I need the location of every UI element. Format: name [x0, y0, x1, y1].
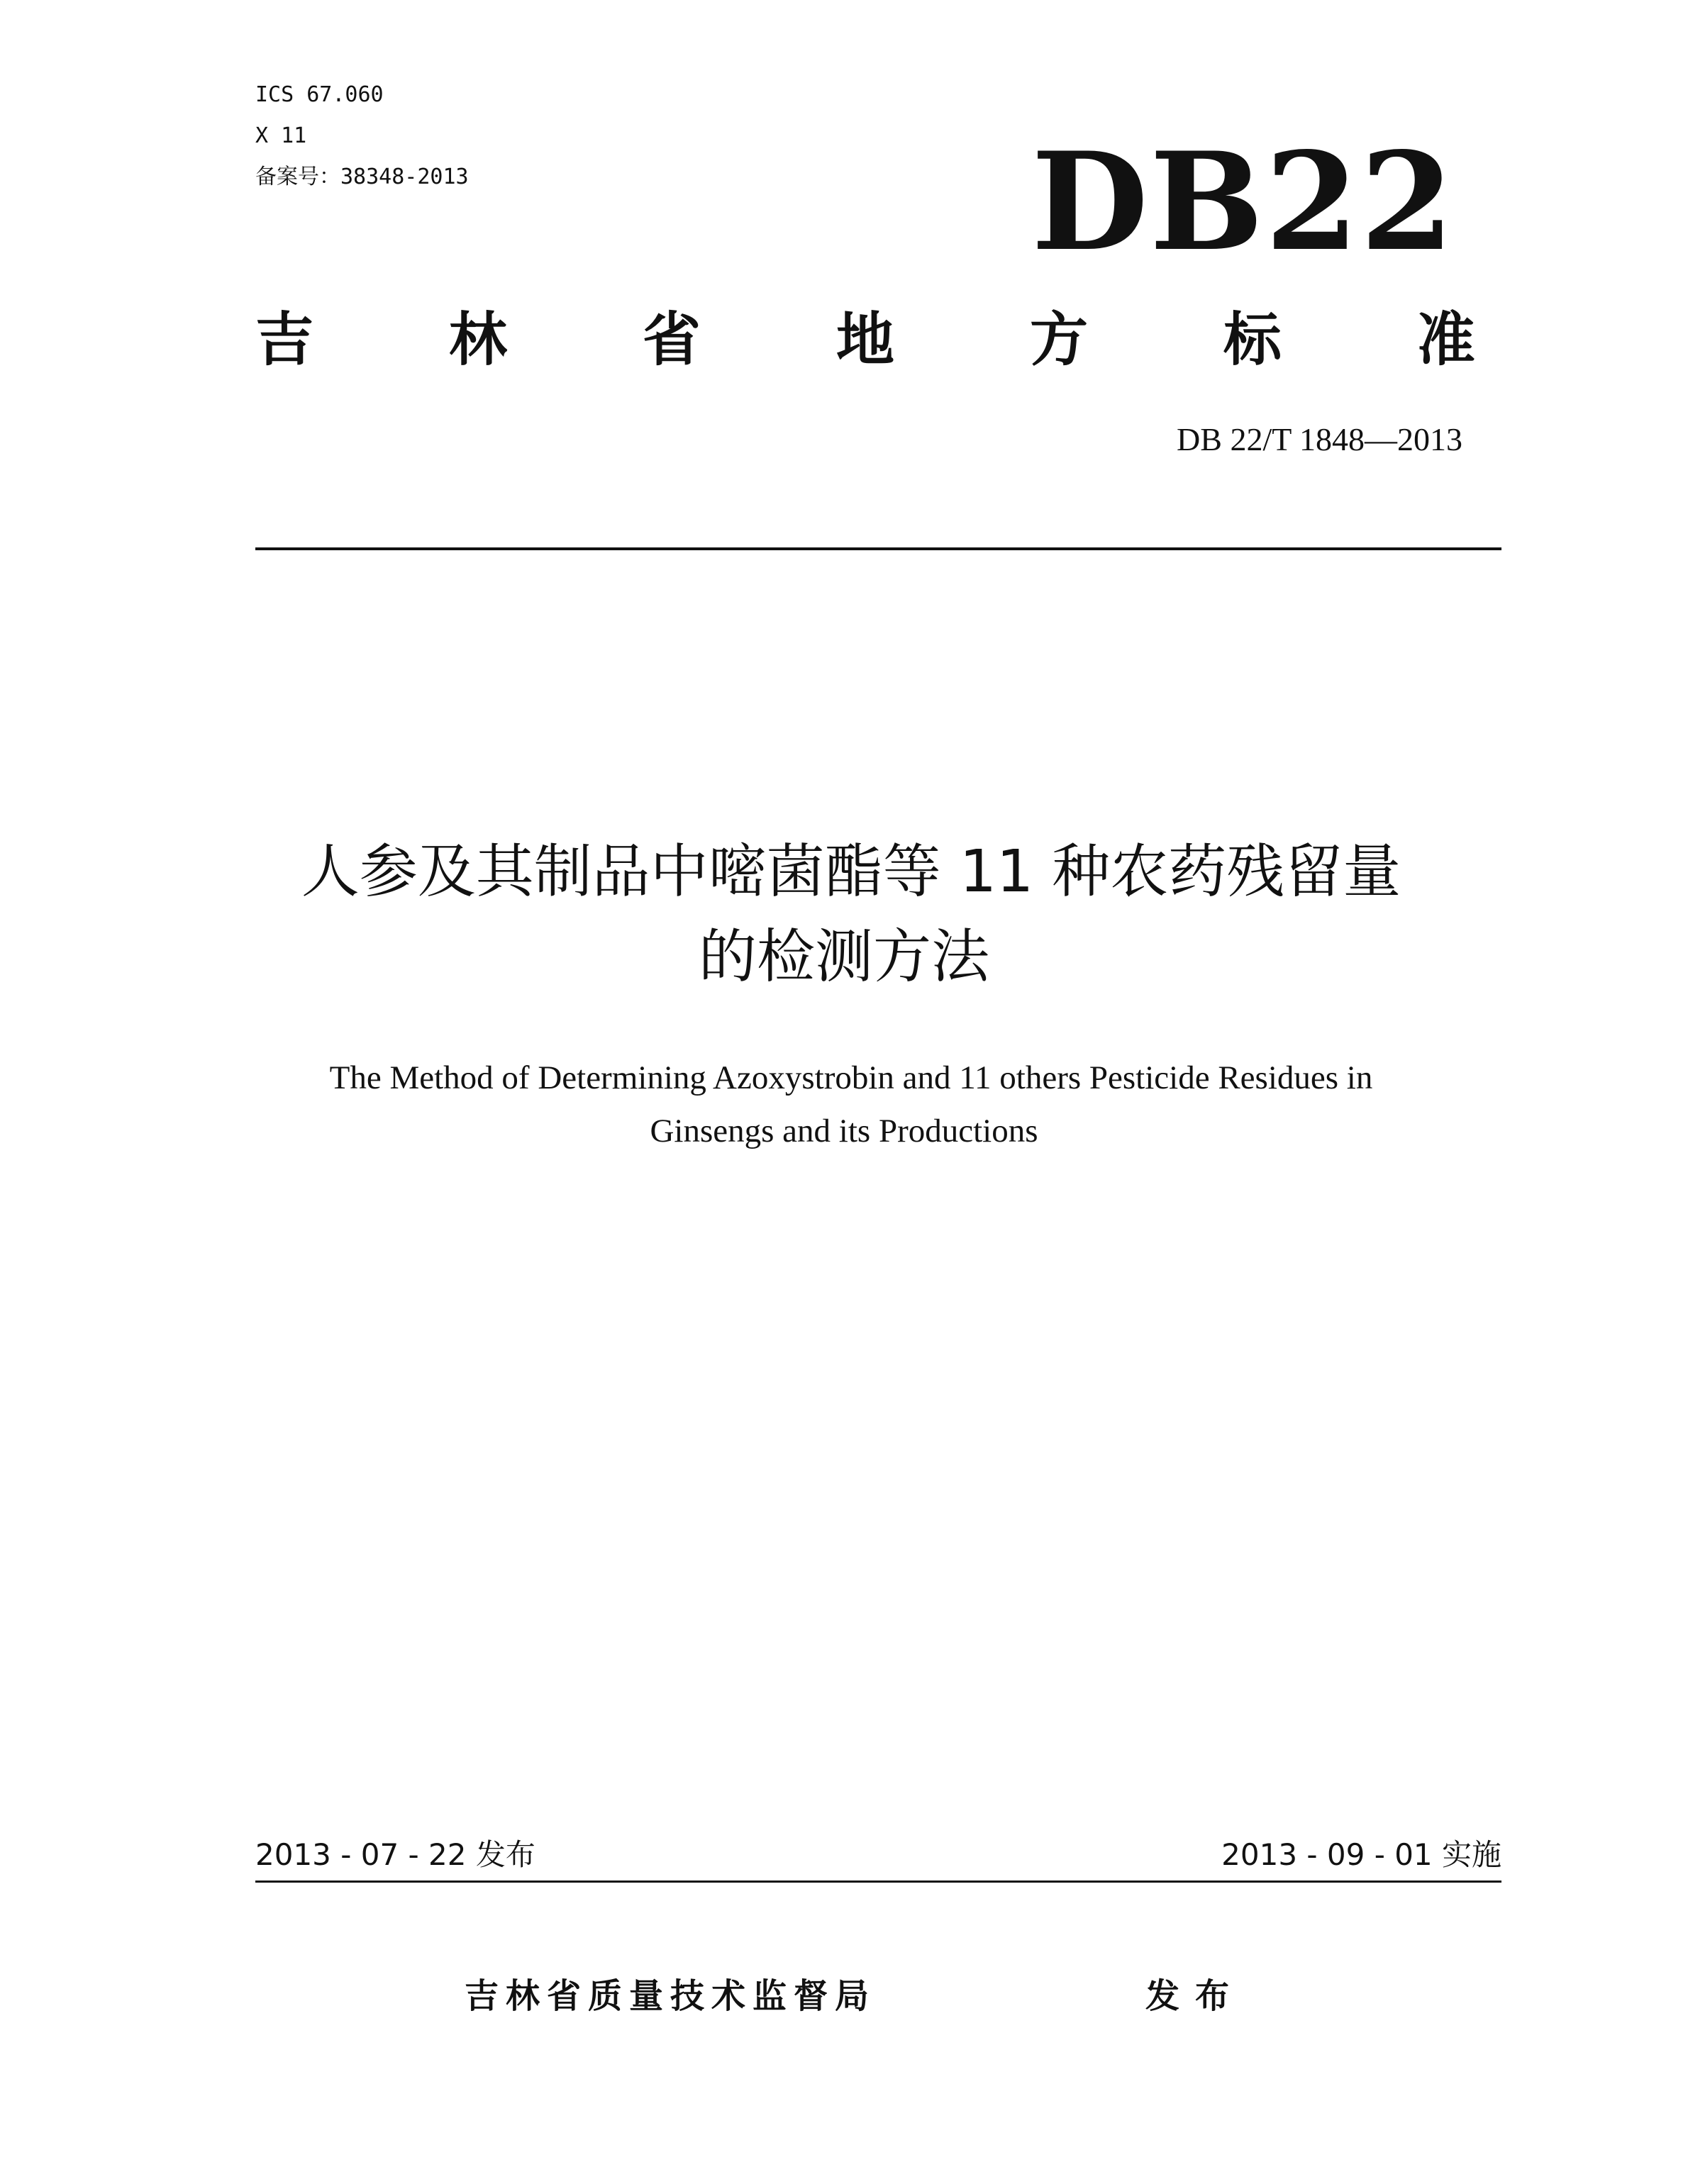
header-divider [255, 547, 1501, 550]
standard-type-heading [255, 305, 1475, 376]
standard-type-char: 地 [835, 306, 894, 374]
standard-type-char: 准 [1416, 306, 1475, 374]
footer-divider [255, 1881, 1501, 1883]
title-english-line-1: The Method of Determining Azoxystrobin and 11 others Pesticide Residues in [329, 1059, 1373, 1096]
standard-type-char: 省 [642, 306, 701, 374]
issue-date: 2013 - 07 - 22 发布 [255, 1837, 535, 1872]
ics-code: ICS 67.060 [255, 82, 384, 107]
title-english-line-2: Ginsengs and its Productions [650, 1113, 1038, 1149]
classification-code: X 11 [255, 123, 307, 148]
db22-logo: DB22 [1031, 123, 1455, 281]
standard-type-char: 林 [448, 306, 507, 374]
title-chinese-line-2: 的检测方法 [698, 923, 989, 991]
standard-type-char: 吉 [255, 306, 314, 374]
standard-type-char: 标 [1223, 306, 1282, 374]
issuing-authority: 吉林省质量技术监督局 [465, 1976, 877, 2016]
implementation-date: 2013 - 09 - 01 实施 [1221, 1837, 1501, 1872]
issued-label: 发布 [1145, 1976, 1245, 2016]
standard-type-char: 方 [1029, 306, 1088, 374]
title-chinese-line-1: 人参及其制品中嘧菌酯等 11 种农药残留量 [301, 838, 1401, 906]
record-number: 备案号：38348-2013 [255, 165, 469, 189]
standard-number: DB 22/T 1848—2013 [1177, 421, 1462, 457]
